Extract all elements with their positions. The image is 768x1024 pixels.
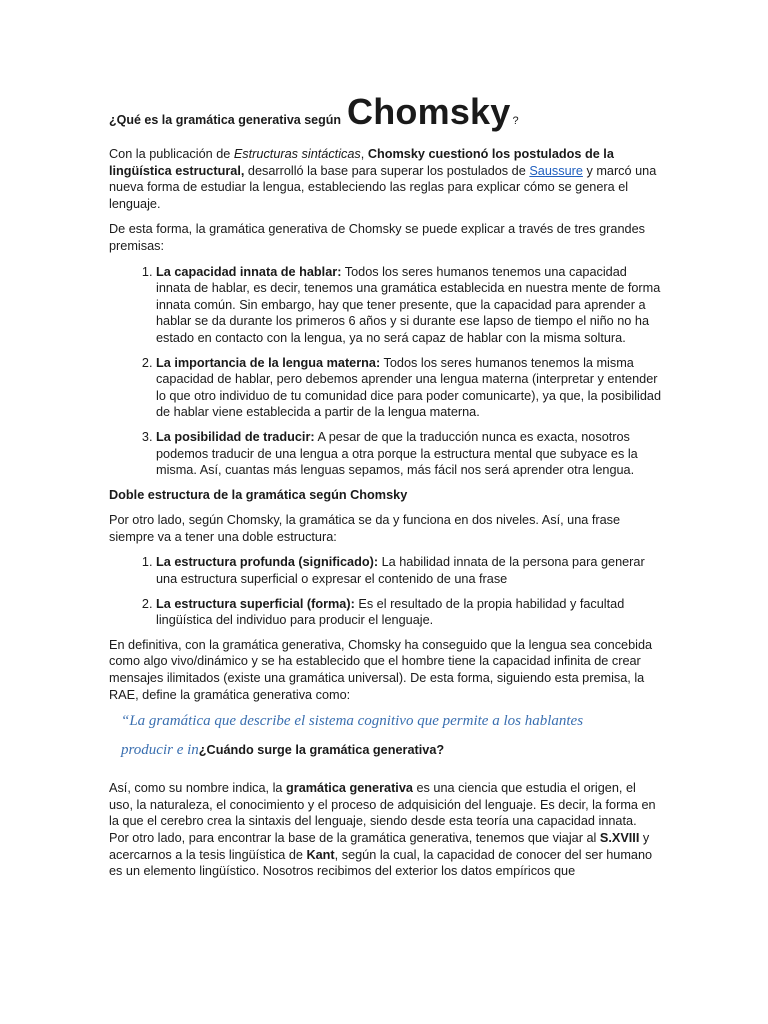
intro-paragraph (109, 146, 661, 212)
title-question-mark: ? (512, 115, 519, 127)
page-title (109, 92, 661, 132)
list-item-bold: La posibilidad de traducir: (156, 429, 315, 444)
rae-quote-line-1: “La gramática que describe el sistema cognitivo que permite a los hablantes (121, 713, 584, 730)
intro-text-6: y marcó una nueva forma de estudiar la lengua, estableciendo las reglas para explicar cómo se genera el lenguaje. (109, 163, 657, 211)
list-item-text: Es el resultado de la propia habilidad y facultad lingüística del individuo para producir el lenguaje. (156, 596, 625, 628)
title-prefix: ¿Qué es la gramática generativa según (109, 113, 342, 127)
intro-text-1: Con la publicación de (109, 147, 234, 161)
list-item-text: Todos los seres humanos tenemos una capacidad innata de hablar, es decir, tenemos una gramática establecida en nuestra mente de forma innata común. Sin embargo, hay que tener presente, que la capacidad para aprender a hablar se da durante los primeros 6 años y si durante ese lapso de tiempo el niño no ha estado en contacto con la lengua, ya no será capaz de hablar con la misma soltura. (156, 264, 661, 345)
doble-estructura-heading: Doble estructura de la gramática según Chomsky (109, 487, 408, 502)
final-bold-century: S.XVIII (599, 831, 640, 845)
intro-text-3: , (360, 147, 368, 161)
list-item (156, 355, 661, 421)
list-item (156, 596, 661, 629)
final-text-5: , según la cual, la capacidad de conocer del ser humano es un elemento lingüístico. Nosotros recibimos del exterior los datos empíricos que (109, 847, 653, 879)
surge-bold-term: gramática generativa (286, 781, 413, 796)
final-paragraph (109, 830, 661, 880)
rae-quote-line-2 (121, 740, 661, 760)
premisas-list (109, 264, 661, 479)
rae-quote-fragment: producir e in (121, 742, 199, 759)
estructuras-list (109, 554, 661, 628)
list-item-text: A pesar de que la traducción nunca es exacta, nosotros podemos traducir de una lengua a otra porque la estructura mental que subyace es la misma. Así, cuantas más lenguas sepamos, más fácil nos será aprender otra lengua. (156, 429, 638, 478)
list-item-bold: La estructura superficial (forma): (156, 596, 355, 611)
document-page (109, 92, 661, 889)
final-bold-kant: Kant (306, 847, 335, 862)
surge-text-3: es una ciencia que estudia el origen, el uso, la naturaleza, el conocimiento y el proceso de adquisición del lenguaje. Es decir, la forma en la que el cerebro crea la sintaxis del lenguaje, siendo desde esta teoría una capacidad innata. (109, 781, 656, 829)
list-item-text: Todos los seres humanos tenemos la misma capacidad de hablar, pero debemos aprender una lengua materna (interpretar y entender lo que otro individuo de tu comunidad dice para poder comunicarte), ya que, la posibilidad de hablar viene establecida a partir de la lengua materna. (156, 355, 661, 420)
list-item (156, 264, 661, 347)
list-item-bold: La estructura profunda (significado): (156, 555, 379, 570)
surge-heading: ¿Cuándo surge la gramática generativa? (198, 743, 445, 758)
intro-bold-text: Chomsky cuestionó los postulados de la lingüística estructural, (109, 147, 614, 178)
saussure-link[interactable]: Saussure (529, 163, 583, 178)
list-item (156, 429, 661, 479)
doble-estructura-intro: Por otro lado, según Chomsky, la gramática se da y funciona en dos niveles. Así, una frase siempre va a tener una doble estructura: (109, 513, 621, 544)
title-chomsky: Chomsky (347, 91, 511, 132)
final-text-1: Por otro lado, para encontrar la base de la gramática generativa, tenemos que viajar al (109, 831, 600, 845)
definitiva-paragraph: En definitiva, con la gramática generativa, Chomsky ha conseguido que la lengua sea concebida como algo vivo/dinámico y se ha establecido que el hombre tiene la capacidad infinita de crear mensajes ilimitados (existe una gramática universal). De esta forma, siguiendo esta premisa, la RAE, define la gramática generativa como: (109, 637, 653, 702)
list-item-bold: La capacidad innata de hablar: (156, 264, 342, 279)
intro-text-5: desarrolló la base para superar los postulados de (244, 163, 530, 178)
surge-paragraph (109, 780, 661, 830)
final-text-3: y acercarnos a la tesis lingüística de (109, 831, 650, 862)
intro-italic-title: Estructuras sintácticas (233, 147, 361, 161)
premisas-intro: De esta forma, la gramática generativa de Chomsky se puede explicar a través de tres grandes premisas: (109, 222, 645, 253)
list-item-text: La habilidad innata de la persona para generar una estructura superficial o expresar el contenido de una frase (156, 555, 645, 587)
list-item-bold: La importancia de la lengua materna: (156, 355, 381, 370)
list-item (156, 554, 661, 587)
surge-text-1: Así, como su nombre indica, la (109, 781, 286, 796)
